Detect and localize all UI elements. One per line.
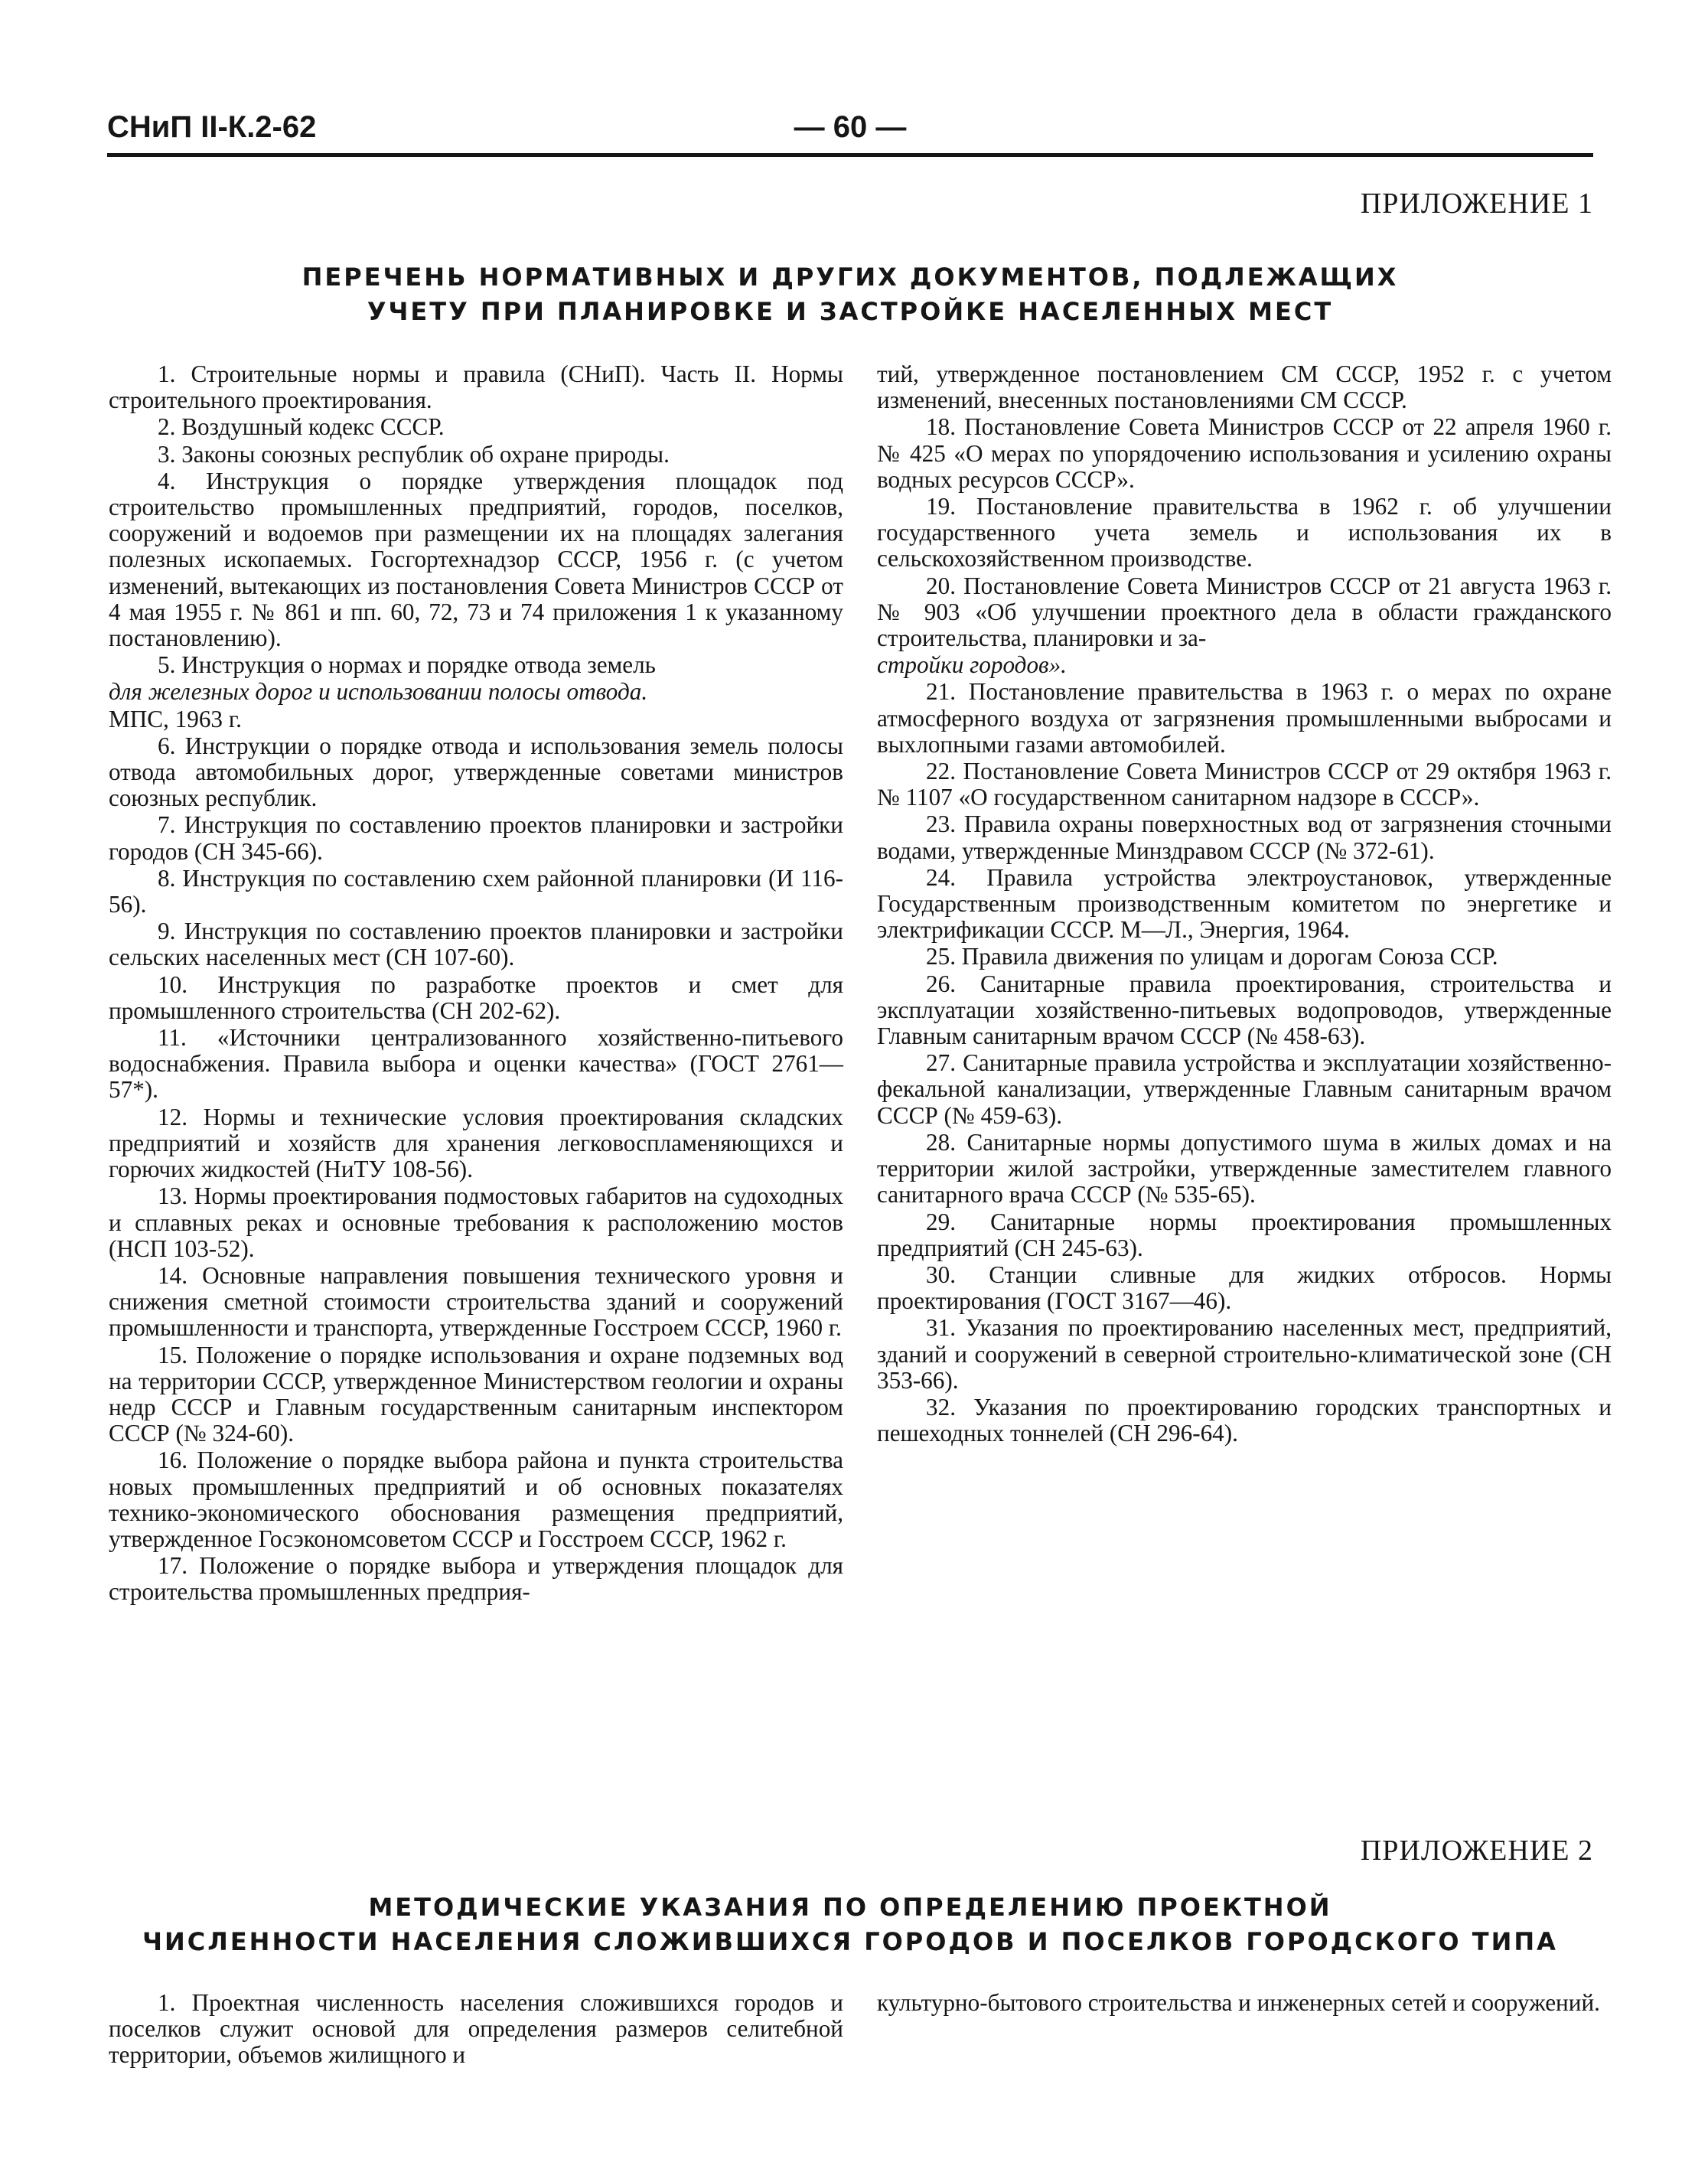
list-item: 2. Воздушный кодекс СССР. (158, 413, 445, 441)
list-item: 14. Основные направления повышения технического уровня и снижения сметной стоимости строительства зданий и сооружений промышленности и транспорта, утвержденные Госстроем СССР, 1960 г. (109, 1261, 843, 1342)
appendix-2-title (107, 1890, 1593, 1960)
list-item: 30. Станции сливные для жидких отбросов. Нормы проектирования (ГОСТ 3167—46). (877, 1261, 1612, 1315)
list-item: 6. Инструкции о порядке отвода и использования земель полосы отвода автомобильных дорог, утвержденные советами министров союзных республик. (109, 732, 843, 812)
list-item: 28. Санитарные нормы допустимого шума в жилых домах и на территории жилой застройки, утвержденные заместителем главного санитарного врача СССР (№ 535-65). (877, 1128, 1612, 1208)
page-number: — 60 — (794, 110, 907, 144)
appendix-1-title-line-2: УЧЕТУ ПРИ ПЛАНИРОВКЕ И ЗАСТРОЙКЕ НАСЕЛЕННЫХ МЕСТ (367, 297, 1334, 327)
appendix-1-right-column (877, 361, 1612, 1447)
list-item: 21. Постановление правительства в 1963 г. о мерах по охране атмосферного воздуха от загрязнения промышленными выбросами и выхлопными газами автомобилей. (877, 678, 1612, 758)
list-item: 32. Указания по проектированию городских транспортных и пешеходных тоннелей (СН 296-64). (877, 1393, 1612, 1447)
paragraph: 1. Проектная численность населения сложившихся городов и поселков служит основой для определения размеров селитебной территории, объемов жилищного и (109, 1989, 843, 2069)
appendix-1-title-line-1: ПЕРЕЧЕНЬ НОРМАТИВНЫХ И ДРУГИХ ДОКУМЕНТОВ, ПОДЛЕЖАЩИХ (302, 263, 1399, 292)
list-item: 8. Инструкция по составлению схем районной планировки (И 116-56). (109, 864, 843, 918)
appendix-2-right-column (877, 1990, 1612, 2016)
document-code: СНиП II-К.2-62 (107, 110, 317, 144)
list-item: 9. Инструкция по составлению проектов планировки и застройки сельских населенных мест (СН 107-60). (109, 918, 843, 971)
list-item: 25. Правила движения по улицам и дорогам Союза ССР. (926, 943, 1498, 970)
list-item: 12. Нормы и технические условия проектирования складских предприятий и хозяйств для хранения легковоспламеняющихся и горючих жидкостей (НиТУ 108-56). (109, 1103, 843, 1183)
list-item: 19. Постановление правительства в 1962 г. об улучшении государственного учета земель и использования их в сельскохозяйственном производстве. (877, 493, 1612, 572)
list-item: 10. Инструкция по разработке проектов и смет для промышленного строительства (СН 202-62). (109, 970, 843, 1024)
list-item: 27. Санитарные правила устройства и эксплуатации хозяйственно-фекальной канализации, утвержденные Главным санитарным врачом СССР (№ 459-63). (877, 1049, 1612, 1129)
list-item: 29. Санитарные нормы проектирования промышленных предприятий (СН 245-63). (877, 1208, 1612, 1261)
list-item: 15. Положение о порядке использования и охране подземных вод на территории СССР, утвержденное Министерством геологии и охраны недр СССР и Главным государственным санитарным инспектором СССР (№ 324-60). (109, 1341, 843, 1447)
list-item: 11. «Источники централизованного хозяйственно-питьевого водоснабжения. Правила выбора и оценки качества» (ГОСТ 2761—57*). (109, 1024, 843, 1104)
list-item: 18. Постановление Совета Министров СССР от 22 апреля 1960 г. № 425 «О мерах по упорядочению использования и усилению охраны водных ресурсов СССР». (877, 413, 1612, 493)
appendix-2-label: ПРИЛОЖЕНИЕ 2 (1360, 1835, 1593, 1867)
appendix-1-left-column (109, 361, 843, 1606)
list-item: 3. Законы союзных республик об охране природы. (158, 440, 670, 468)
list-item: 24. Правила устройства электроустановок, утвержденные Государственным производственным комитетом по энергетике и электрификации СССР. М—Л., Энергия, 1964. (877, 863, 1612, 944)
list-item: 16. Положение о порядке выбора района и пункта строительства новых промышленных предприятий и об основных показателях технико-экономического обоснования размещения предприятий, утвержденное Госэкономсоветом СССР и Госстроем СССР, 1962 г. (109, 1447, 843, 1552)
list-item-italic-continuation: для железных дорог и использовании полосы отвода. (109, 678, 648, 706)
list-item: 20. Постановление Совета Министров СССР от 21 августа 1963 г. № 903 «Об улучшении проектного дела в области гражданского строительства, планировки и за- (877, 572, 1612, 652)
list-item: 26. Санитарные правила проектирования, строительства и эксплуатации хозяйственно-питьевых водопроводов, утвержденные Главным санитарным врачом СССР (№ 458-63). (877, 970, 1612, 1050)
appendix-1-title (107, 260, 1593, 330)
list-item: 23. Правила охраны поверхностных вод от загрязнения сточными водами, утвержденные Минздравом СССР (№ 372-61). (877, 811, 1612, 864)
list-item-continuation: тий, утвержденное постановлением СМ СССР, 1952 г. с учетом изменений, внесенных постановлениями СМ СССР. (877, 360, 1612, 414)
appendix-2-title-line-2: ЧИСЛЕННОСТИ НАСЕЛЕНИЯ СЛОЖИВШИХСЯ ГОРОДОВ И ПОСЕЛКОВ ГОРОДСКОГО ТИПА (142, 1927, 1558, 1957)
appendix-2-title-line-1: МЕТОДИЧЕСКИЕ УКАЗАНИЯ ПО ОПРЕДЕЛЕНИЮ ПРОЕКТНОЙ (368, 1893, 1332, 1922)
list-item-italic-continuation: стройки городов». (877, 651, 1067, 679)
list-item: 31. Указания по проектированию населенных мест, предприятий, зданий и сооружений в северной строительно-климатической зоне (СН 353-66). (877, 1314, 1612, 1394)
list-item: 5. Инструкция о нормах и порядке отвода земель (158, 651, 656, 679)
appendix-1-label: ПРИЛОЖЕНИЕ 1 (1360, 188, 1593, 220)
list-item: 17. Положение о порядке выбора и утверждения площадок для строительства промышленных предприя- (109, 1552, 843, 1606)
list-item: 22. Постановление Совета Министров СССР от 29 октября 1963 г. № 1107 «О государственном санитарном надзоре в СССР». (877, 758, 1612, 811)
page-header (107, 107, 1593, 157)
list-item: 1. Строительные нормы и правила (СНиП). Часть II. Нормы строительного проектирования. (109, 360, 843, 414)
paragraph-continuation: культурно-бытового строительства и инженерных сетей и сооружений. (877, 1989, 1600, 2016)
list-item: 13. Нормы проектирования подмостовых габаритов на судоходных и сплавных реках и основные требования к расположению мостов (НСП 103-52). (109, 1182, 843, 1262)
list-item: 7. Инструкция по составлению проектов планировки и застройки городов (СН 345-66). (109, 811, 843, 865)
list-item: 4. Инструкция о порядке утверждения площадок под строительство промышленных предприятий, городов, поселков, сооружений и водоемов при размещении их на площадях залегания полезных ископаемых. Госгортехнадзор СССР, 1956 г. (с учетом изменений, вытекающих из постановления Совета Министров СССР от 4 мая 1955 г. № 861 и пп. 60, 72, 73 и 74 приложения 1 к указанному постановлению). (109, 467, 843, 652)
list-item-continuation: МПС, 1963 г. (109, 705, 242, 732)
appendix-2-left-column (109, 1990, 843, 2069)
